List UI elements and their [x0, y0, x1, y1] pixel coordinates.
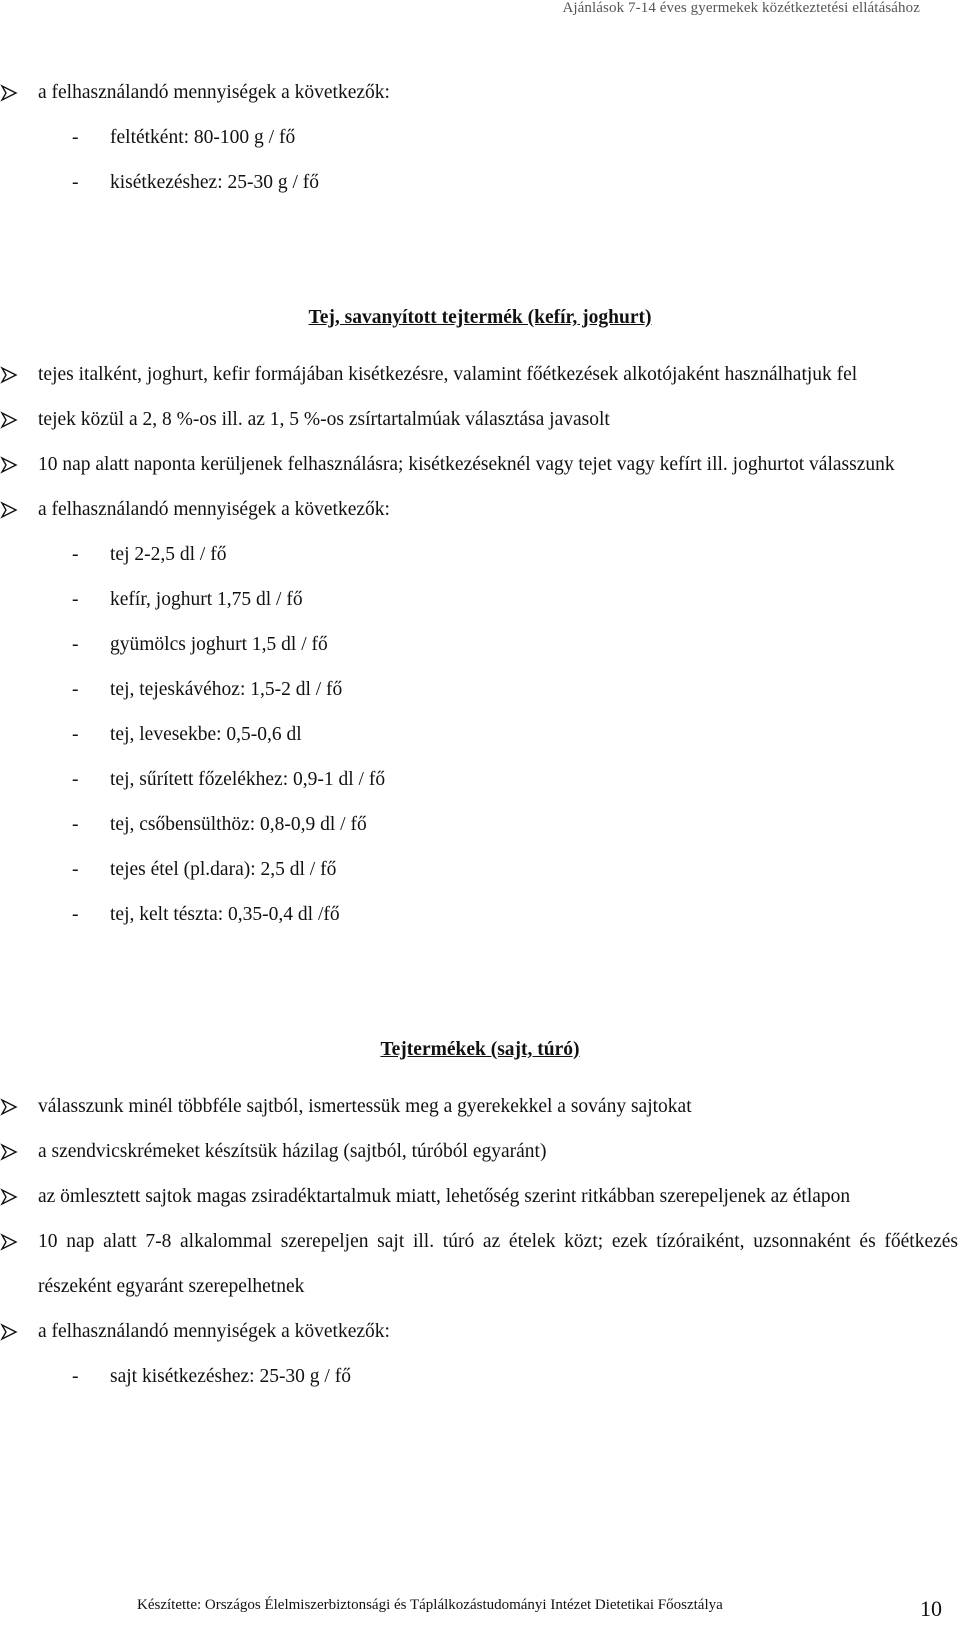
- bullet-item: [0, 1219, 958, 1309]
- dash-item: - kefír, joghurt 1,75 dl / fő: [72, 589, 303, 610]
- dash-item: - tej, tejeskávéhoz: 1,5-2 dl / fő: [72, 679, 343, 700]
- bullet-text: tejes italként, joghurt, kefir formájában kisétkezésre, valamint főétkezések alkotójaként használhatjuk fel: [38, 364, 858, 385]
- bullet-item: [0, 397, 958, 442]
- arrow-bullet-icon: [0, 411, 18, 429]
- page-number: 10: [920, 1596, 942, 1621]
- bullet-item: [0, 1129, 958, 1174]
- dash-item: - sajt kisétkezéshez: 25-30 g / fő: [72, 1366, 351, 1387]
- bullet-item: [0, 442, 958, 487]
- document-body: [0, 70, 960, 1399]
- dash-item: - tej 2-2,5 dl / fő: [72, 544, 227, 565]
- dash-item: - kisétkezéshez: 25-30 g / fő: [72, 172, 320, 193]
- bullet-item: [0, 1084, 958, 1129]
- dash-item: - gyümölcs joghurt 1,5 dl / fő: [72, 634, 328, 655]
- bullet-item: [0, 1174, 958, 1219]
- arrow-bullet-icon: [0, 1143, 18, 1161]
- bullet-text: a felhasználandó mennyiségek a következők:: [38, 82, 390, 103]
- dash-item: - feltétként: 80-100 g / fő: [72, 127, 296, 148]
- section-heading-milk: Tej, savanyított tejtermék (kefír, joghurt): [308, 307, 652, 328]
- bullet-item: [0, 352, 958, 397]
- arrow-bullet-icon: [0, 84, 18, 102]
- arrow-bullet-icon: [0, 366, 18, 384]
- section-heading-dairy: Tejtermékek (sajt, túró): [380, 1039, 580, 1060]
- bullet-text: a felhasználandó mennyiségek a következők:: [38, 499, 390, 520]
- running-header: Ajánlások 7-14 éves gyermekek közétkeztetési ellátásához: [562, 0, 920, 16]
- bullet-text: a szendvicskrémeket készítsük házilag (sajtból, túróból egyaránt): [38, 1141, 547, 1162]
- footer-credit: Készítette: Országos Élelmiszerbiztonsági és Táplálkozástudományi Intézet Dietetikai Főosztálya: [137, 1597, 723, 1613]
- dash-item: - tej, csőbensülthöz: 0,8-0,9 dl / fő: [72, 814, 367, 835]
- dash-item: - tejes étel (pl.dara): 2,5 dl / fő: [72, 859, 337, 880]
- bullet-text: a felhasználandó mennyiségek a következők:: [38, 1321, 390, 1342]
- bullet-item: [0, 487, 958, 532]
- arrow-bullet-icon: [0, 1233, 18, 1251]
- bullet-text: tejek közül a 2, 8 %-os ill. az 1, 5 %-os zsírtartalmúak választása javasolt: [38, 409, 610, 430]
- bullet-text: 10 nap alatt 7-8 alkalommal szerepeljen sajt ill. túró az ételek közt; ezek tízóraiként, uzsonnaként és főétkezés részeként egyaránt szerepelhetnek: [38, 1231, 958, 1297]
- arrow-bullet-icon: [0, 456, 18, 474]
- bullet-item: [0, 70, 958, 115]
- dash-item: - tej, levesekbe: 0,5-0,6 dl: [72, 724, 302, 745]
- arrow-bullet-icon: [0, 501, 18, 519]
- bullet-text: 10 nap alatt naponta kerüljenek felhasználásra; kisétkezéseknél vagy tejet vagy kefírt ill. joghurtot válasszunk: [38, 454, 895, 475]
- dash-item: - tej, sűrített főzelékhez: 0,9-1 dl / fő: [72, 769, 386, 790]
- dash-item: - tej, kelt tészta: 0,35-0,4 dl /fő: [72, 904, 340, 925]
- bullet-text: válasszunk minél többféle sajtból, ismertessük meg a gyerekekkel a sovány sajtokat: [38, 1096, 692, 1117]
- bullet-text: az ömlesztett sajtok magas zsiradéktartalmuk miatt, lehetőség szerint ritkábban szerepeljenek az étlapon: [38, 1186, 851, 1207]
- arrow-bullet-icon: [0, 1098, 18, 1116]
- arrow-bullet-icon: [0, 1188, 18, 1206]
- bullet-item: [0, 1309, 958, 1354]
- arrow-bullet-icon: [0, 1323, 18, 1341]
